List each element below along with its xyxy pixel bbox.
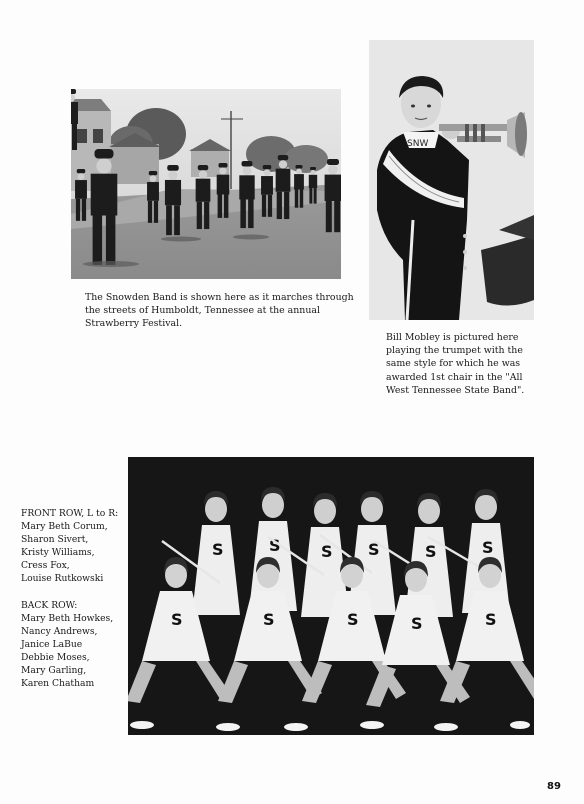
- roster-name: Mary Beth Howkes,: [21, 612, 114, 624]
- roster-name: Sharon Sivert,: [21, 534, 89, 546]
- back-row-heading: BACK ROW:: [21, 599, 78, 611]
- majorettes-roster: [21, 507, 118, 690]
- caption-line: same style for which he was: [386, 358, 521, 370]
- roster-name: Louise Rutkowski: [21, 573, 104, 585]
- band-photo-caption: [85, 291, 354, 331]
- roster-name: Debbie Moses,: [21, 651, 90, 663]
- caption-line: awarded 1st chair in the "All: [386, 371, 523, 383]
- roster-spacer: [21, 586, 118, 599]
- roster-name: Janice LaBue: [21, 638, 83, 650]
- caption-line: Strawberry Festival.: [85, 318, 183, 330]
- svg-text:SNW: SNW: [407, 139, 429, 149]
- roster-name: Karen Chatham: [21, 678, 95, 690]
- roster-name: Kristy Williams,: [21, 547, 95, 559]
- page-number: 89: [547, 781, 561, 792]
- caption-line: Bill Mobley is pictured here: [386, 332, 519, 343]
- roster-name: Cress Fox,: [21, 560, 70, 572]
- front-row-heading: FRONT ROW, L to R:: [21, 508, 119, 519]
- trumpet-photo-caption: [386, 331, 524, 397]
- caption-line: West Tennessee State Band".: [386, 384, 525, 396]
- roster-name: Nancy Andrews,: [21, 625, 98, 637]
- caption-line: playing the trumpet with the: [386, 345, 523, 357]
- trumpet-player-photo: [369, 40, 534, 320]
- roster-name: Mary Beth Corum,: [21, 521, 108, 533]
- marching-band-photo: [71, 89, 341, 279]
- caption-line: The Snowden Band is shown here as it marches through: [85, 292, 354, 303]
- caption-line: the streets of Humboldt, Tennessee at the annual: [85, 305, 320, 317]
- majorettes-group-photo: [128, 457, 534, 735]
- roster-name: Mary Garling,: [21, 665, 87, 677]
